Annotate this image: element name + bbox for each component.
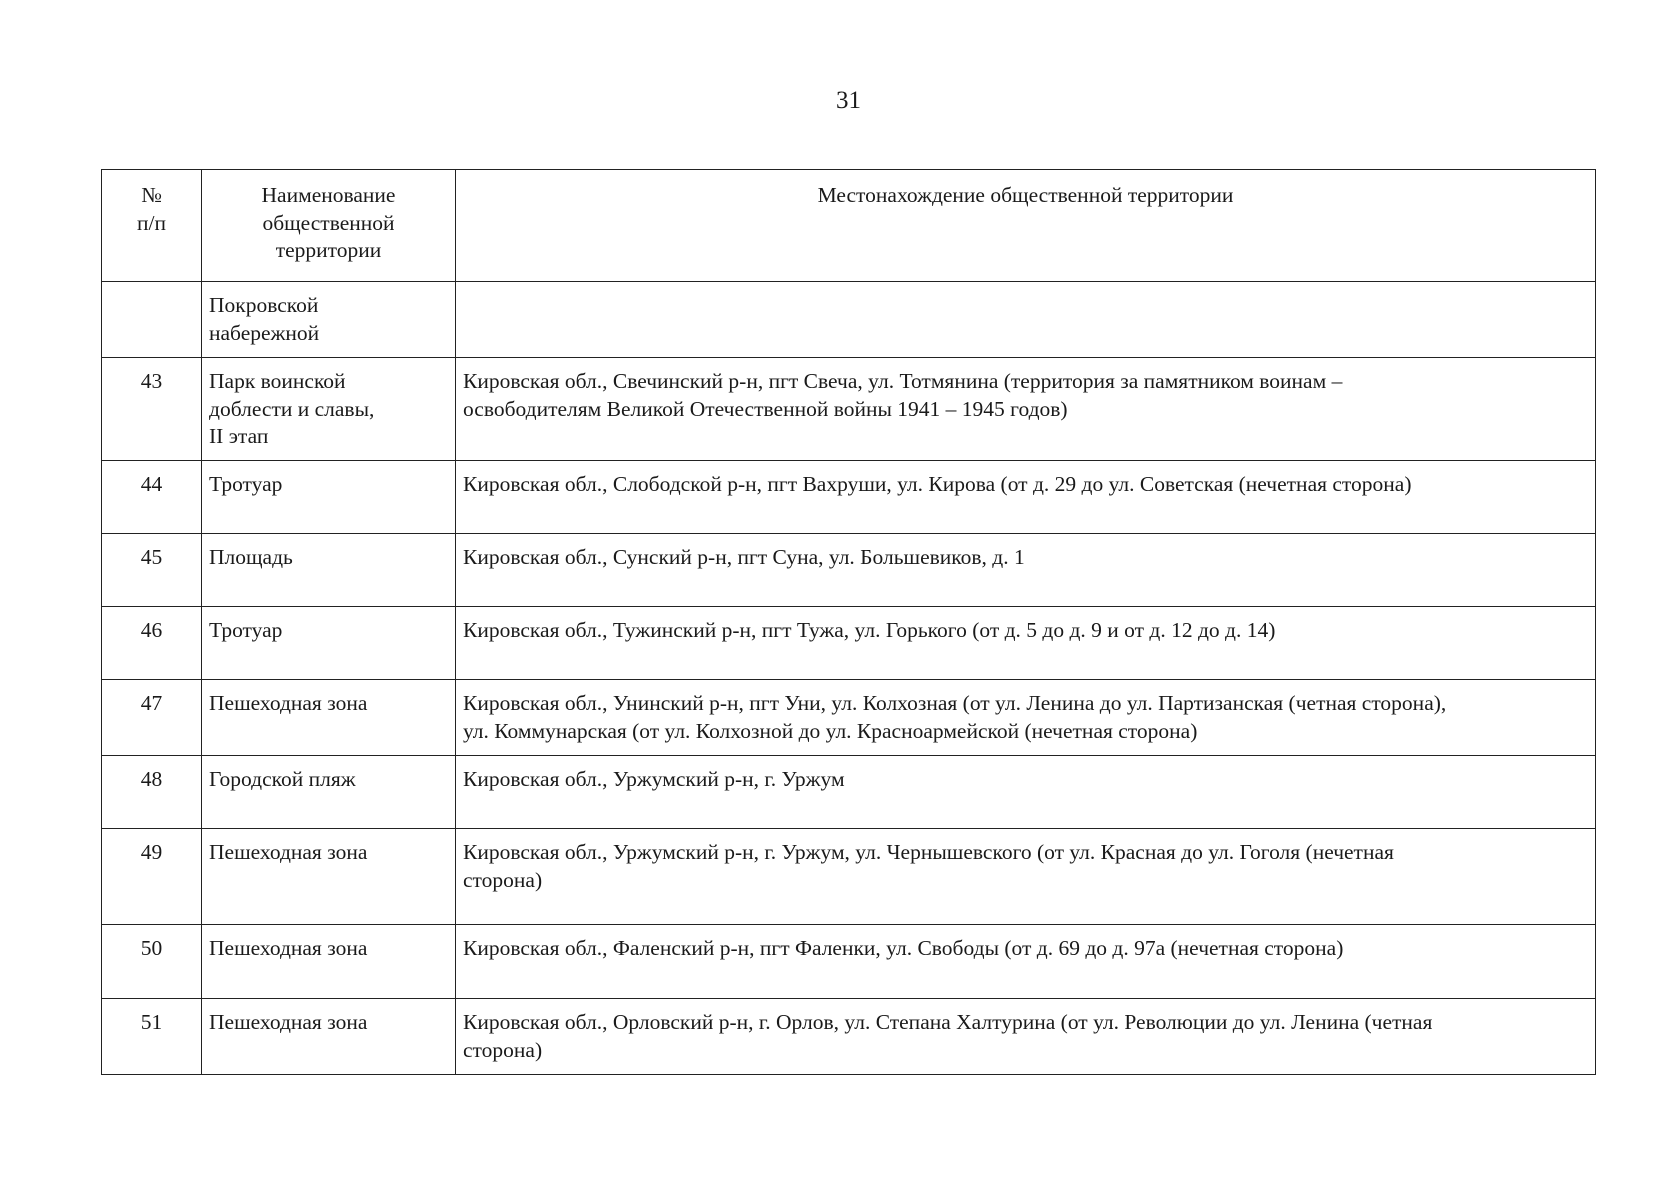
row-num: 43 (102, 358, 202, 461)
table-row (102, 461, 1596, 534)
row-location: Кировская обл., Орловский р-н, г. Орлов, ул. Степана Халтурина (от ул. Революции до ул. Ленина (четная сторона) (456, 999, 1596, 1075)
row-name: Тротуар (202, 461, 456, 534)
row-location (456, 282, 1596, 358)
row-num: 44 (102, 461, 202, 534)
row-name: Городской пляж (202, 756, 456, 829)
row-name: Покровской набережной (202, 282, 456, 358)
page-number: 31 (836, 87, 861, 114)
table-row (102, 925, 1596, 999)
row-location: Кировская обл., Фаленский р-н, пгт Фаленки, ул. Свободы (от д. 69 до д. 97а (нечетная сторона) (456, 925, 1596, 999)
row-name: Пешеходная зона (202, 925, 456, 999)
table-row (102, 534, 1596, 607)
row-num: 45 (102, 534, 202, 607)
row-name: Пешеходная зона (202, 680, 456, 756)
row-location: Кировская обл., Свечинский р-н, пгт Свеча, ул. Тотмянина (территория за памятником воинам – освободителям Великой Отечественной войны 1941 – 1945 годов) (456, 358, 1596, 461)
row-location: Кировская обл., Тужинский р-н, пгт Тужа, ул. Горького (от д. 5 до д. 9 и от д. 12 до д. 14) (456, 607, 1596, 680)
table-row (102, 829, 1596, 925)
header-location: Местонахождение общественной территории (456, 170, 1596, 282)
row-location: Кировская обл., Слободской р-н, пгт Вахруши, ул. Кирова (от д. 29 до ул. Советская (нечетная сторона) (456, 461, 1596, 534)
row-num (102, 282, 202, 358)
row-num: 48 (102, 756, 202, 829)
row-name: Пешеходная зона (202, 829, 456, 925)
territories-table (101, 169, 1596, 1075)
row-location: Кировская обл., Уржумский р-н, г. Уржум, ул. Чернышевского (от ул. Красная до ул. Гоголя (нечетная сторона) (456, 829, 1596, 925)
row-num: 49 (102, 829, 202, 925)
row-name: Тротуар (202, 607, 456, 680)
table-row (102, 282, 1596, 358)
row-name: Пешеходная зона (202, 999, 456, 1075)
row-location: Кировская обл., Унинский р-н, пгт Уни, ул. Колхозная (от ул. Ленина до ул. Партизанская (четная сторона), ул. Коммунарская (от ул. Колхозной до ул. Красноармейской (нечетная сторона) (456, 680, 1596, 756)
row-num: 46 (102, 607, 202, 680)
row-num: 50 (102, 925, 202, 999)
table-row (102, 756, 1596, 829)
header-num: № п/п (102, 170, 202, 282)
table-row (102, 999, 1596, 1075)
table-row (102, 607, 1596, 680)
header-name: Наименование общественной территории (202, 170, 456, 282)
row-name: Парк воинской доблести и славы, II этап (202, 358, 456, 461)
table-row (102, 680, 1596, 756)
row-num: 47 (102, 680, 202, 756)
row-location: Кировская обл., Уржумский р-н, г. Уржум (456, 756, 1596, 829)
table-row (102, 358, 1596, 461)
row-location: Кировская обл., Сунский р-н, пгт Суна, ул. Большевиков, д. 1 (456, 534, 1596, 607)
row-name: Площадь (202, 534, 456, 607)
table-header-row (102, 170, 1596, 282)
row-num: 51 (102, 999, 202, 1075)
